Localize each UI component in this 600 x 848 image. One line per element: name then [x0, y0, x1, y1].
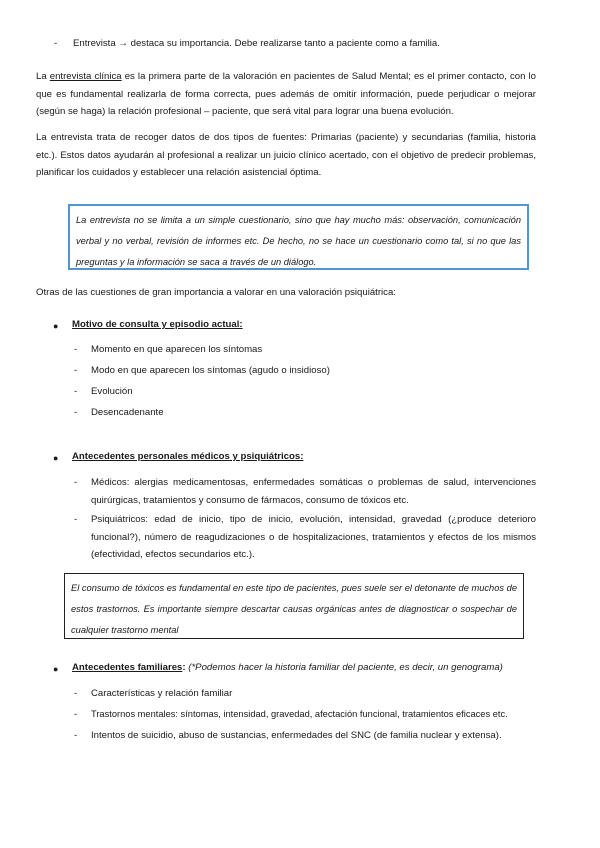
- section-title-antecedentes-familiares: [72, 659, 542, 677]
- list-item-text: Trastornos mentales: síntomas, intensidad, gravedad, afectación funcional, tratamientos eficaces etc.: [91, 709, 508, 719]
- dash-marker: -: [74, 709, 78, 720]
- dash-marker: -: [74, 344, 78, 355]
- dash-marker: -: [74, 514, 78, 525]
- note-box-entrevista: La entrevista no se limita a un simple cuestionario, sino que hay mucho más: observación, comunicación verbal y no verbal, revisión de informes etc. De hecho, no se hace un cuestionario como tal, si no que las preguntas y la información se saca a través de un diálogo.: [68, 204, 529, 270]
- bullet-icon: ●: [53, 453, 59, 463]
- list-item-text: Características y relación familiar: [91, 688, 233, 699]
- para1-rest: es la primera parte de la valoración en pacientes de Salud Mental; es el primer contacto, con lo que es fundamental realizarla de forma correcta, pues además de omitir información, puede perjudicar o mejorar (según se haga) la relación profesional – paciente, que será vital para lograr una buena evolución.: [36, 71, 536, 117]
- arrow-icon: →: [118, 38, 128, 49]
- intro-word: Entrevista: [73, 38, 116, 49]
- list-item-text: Momento en que aparecen los síntomas: [91, 344, 263, 355]
- section3-colon: :: [182, 662, 186, 673]
- intro-text: destaca su importancia. Debe realizarse tanto a paciente como a familia.: [130, 38, 440, 49]
- dash-marker: -: [74, 477, 78, 488]
- list-item-text: Desencadenante: [91, 407, 164, 418]
- dash-marker: -: [74, 730, 78, 741]
- bullet-icon: ●: [53, 321, 59, 331]
- section-title-antecedentes-personales: Antecedentes personales médicos y psiquiátricos:: [72, 451, 304, 462]
- bullet-icon: ●: [53, 664, 59, 674]
- list-item-text: Modo en que aparecen los síntomas (agudo o insidioso): [91, 365, 330, 376]
- note-box-toxicos: El consumo de tóxicos es fundamental en este tipo de pacientes, pues suele ser el detonante de muchos de estos trastornos. Es importante siempre descartar causas orgánicas antes de diagnosticar o sospechar de cualquier trastorno mental: [64, 573, 524, 639]
- section3-title: Antecedentes familiares: [72, 662, 183, 673]
- paragraph-otras-cuestiones: Otras de las cuestiones de gran importancia a valorar en una valoración psiquiátrica:: [36, 287, 396, 298]
- dash-marker: -: [74, 386, 78, 397]
- paragraph-fuentes: La entrevista trata de recoger datos de dos tipos de fuentes: Primarias (paciente) y secundarias (familia, historia etc.). Estos datos ayudarán al profesional a realizar un juicio clínico acertado, con el objetivo de predecir problemas, planificar los cuidados y establecer una relación asistencial óptima.: [36, 132, 536, 178]
- list-item-text: Evolución: [91, 386, 133, 397]
- section-title-motivo-consulta: Motivo de consulta y episodio actual:: [72, 319, 243, 330]
- dash-marker: -: [54, 38, 58, 49]
- list-item-text: Psiquiátricos: edad de inicio, tipo de inicio, evolución, intensidad, gravedad (¿produce deterioro funcional?), número de reagudizaciones o de hospitalizaciones, tratamientos y efectos de los mismos (efectividad, efectos secundarios etc.).: [91, 514, 536, 560]
- dash-marker: -: [74, 407, 78, 418]
- dash-marker: -: [74, 365, 78, 376]
- list-item-text: Médicos: alergias medicamentosas, enfermedades somáticas o problemas de salud, intervenciones quirúrgicas, tratamientos y consumo de fármacos, consumo de tóxicos etc.: [91, 477, 536, 506]
- list-item-text: Intentos de suicidio, abuso de sustancias, enfermedades del SNC (de familia nuclear y extensa).: [91, 730, 502, 741]
- dash-marker: -: [74, 688, 78, 699]
- genograma-note: (*Podemos hacer la historia familiar del paciente, es decir, un genograma): [185, 662, 503, 673]
- para1-lead: La: [36, 71, 50, 82]
- entrevista-clinica-term: entrevista clínica: [49, 71, 122, 82]
- paragraph-intro-entrevista: [36, 68, 536, 121]
